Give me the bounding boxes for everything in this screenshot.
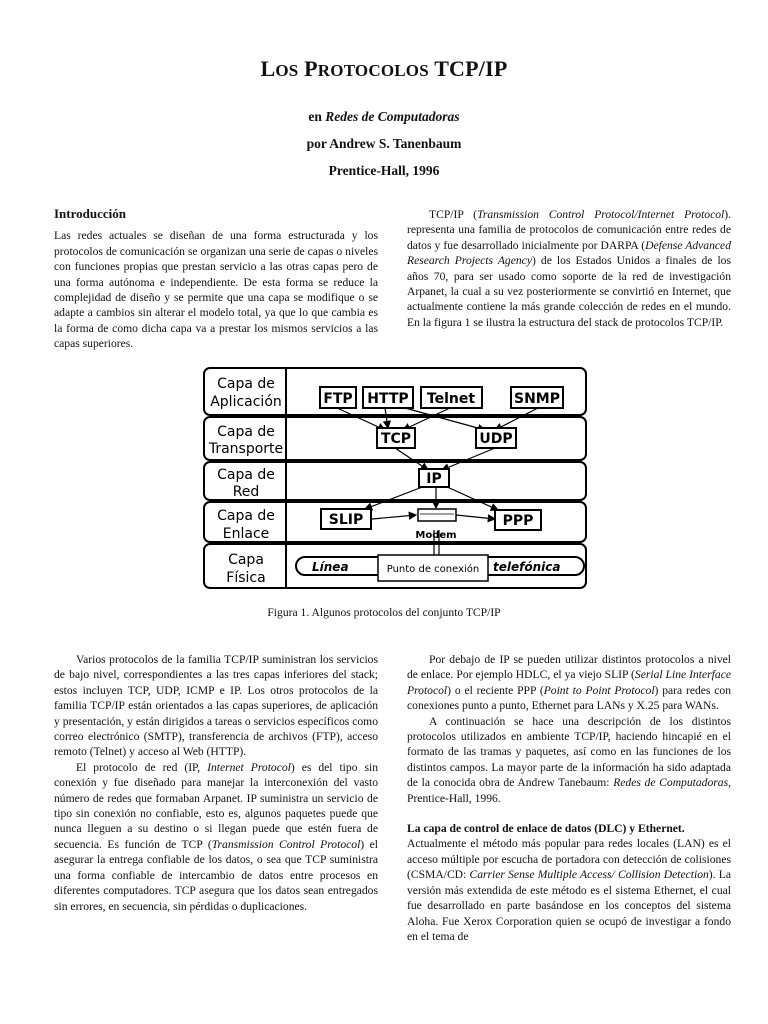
- paragraph: Actualmente el método más popular para redes locales (LAN) es el acceso múltiple por escucha de portadora con detección de colisiones (CSMA/CD: Carrier Sense Multiple Access/ Collision Detection). La versión más extendida de este método es el sistema Ethernet, el cual fue desarrollado en parte basándose en los conceptos del sistema Aloha. Fue Xerox Corporation quien se ocupó de investigar a fondo en el tema de: [407, 837, 731, 943]
- protocol-ip: IP: [426, 471, 442, 487]
- section-heading-dlc: La capa de control de enlace de datos (DLC) y Ethernet.: [407, 822, 685, 836]
- subtitle-publisher: Prentice-Hall, 1996: [328, 163, 440, 178]
- left-column-body: [54, 652, 378, 914]
- paragraph: El protocolo de red (IP, Internet Protocol) es del tipo sin conexión y fue diseñado para manejar la interconexión del vasto número de redes que formaban Arpanet. IP suministra un servicio de tipo sin conexión no confiable, esto es, algunos paquetes puede que nunca lleguen a su destino o si llegan puede que estén fuera de secuencia. Es función de TCP (Transmission Control Protocol) el asegurar la entrega confiable de los datos, o sea que TCP suministra una forma confiable de intercambio de datos entre procesos en diferentes computadores. TCP asegura que los datos sean entregados sin errores, en secuencia, sin pérdidas o duplicaciones.: [54, 760, 378, 913]
- tcpip-paragraph: TCP/IP (Transmission Control Protocol/Internet Protocol). representa una familia de protocolos de comunicación entre redes de datos y fue desarrollado inicialmente por DARPA (Defense Advanced Research Projects Agency) de los Estados Unidos a finales de los años 70, para ser usado como soporte de la red de investigación Arpanet, la cual a su vez posteriormente se convirtió en Internet, que actualmente contiene la más grande colección de redes en el mundo. En la figura 1 se ilustra la estructura del stack de protocolos TCP/IP.: [407, 208, 732, 329]
- protocol-slip: SLIP: [328, 512, 364, 528]
- subtitle-book: en Redes de Computadoras: [308, 109, 460, 124]
- paragraph: Varios protocolos de la familia TCP/IP suministran los servicios de bajo nivel, correspondientes a las tres capas inferiores del stack; estos incluyen TCP, UDP, ICMP e IP. Los otros protocolos de la familia TCP/IP están orientados a las capas superiores, de aplicación y presentación, y están dirigidos a tareas o servicios específicos como correo electrónico (SMTP), transferencia de archivos (FTP), acceso remoto (Telnet) y acceso al Web (HTTP).: [54, 653, 378, 759]
- connection-point-label: Punto de conexión: [386, 564, 480, 575]
- layer-label: Aplicación: [210, 394, 282, 410]
- modem-icon: [418, 509, 456, 521]
- layer-label: Capa de: [217, 508, 275, 524]
- layer-label: Capa de: [217, 376, 275, 392]
- protocol-ppp: PPP: [502, 513, 534, 529]
- intro-heading: Introducción: [54, 206, 126, 221]
- telefonica-label: telefónica: [493, 560, 561, 574]
- protocol-stack-figure: [200, 364, 590, 592]
- paragraph: A continuación se hace una descripción de los distintos protocolos utilizados en ambiente TCP/IP, haciendo hincapié en el formato de las tramas y paquetes, así como en las funciones de los distintos campos. La mayor parte de la información ha sido adaptada de la conocida obra de Andrew Tanebaum: Redes de Computadoras, Prentice-Hall, 1996.: [407, 714, 731, 805]
- paragraph: Por debajo de IP se pueden utilizar distintos protocolos a nivel de enlace. Por ejemplo HDLC, el ya viejo SLIP (Serial Line Interface Protocol) o el reciente PPP (Point to Point Protocol) para redes con conexiones punto a punto, Ethernet para LANs y X.25 para WANs.: [407, 653, 731, 713]
- protocol-http: HTTP: [367, 391, 409, 407]
- layer-label: Enlace: [222, 526, 270, 542]
- protocol-tcp: TCP: [380, 431, 412, 447]
- figure-caption: Figura 1. Algunos protocolos del conjunto TCP/IP: [267, 606, 501, 619]
- protocol-snmp: SNMP: [514, 391, 560, 407]
- layer-label: Red: [232, 484, 260, 500]
- layer-label: Capa de: [217, 467, 275, 483]
- intro-section: [54, 206, 378, 352]
- document-title: LOS PROTOCOLOS TCP/IP: [260, 56, 508, 81]
- protocol-udp: UDP: [479, 431, 513, 447]
- subtitle-author: por Andrew S. Tanenbaum: [306, 136, 462, 151]
- protocol-ftp: FTP: [323, 391, 353, 407]
- layer-label: Transporte: [208, 441, 284, 457]
- right-column-body: [407, 652, 731, 944]
- modem-label: Modem: [415, 530, 457, 541]
- layer-label: Capa de: [217, 424, 275, 440]
- layer-label: Capa: [228, 552, 264, 568]
- intro-paragraph: Las redes actuales se diseñan de una forma estructurada y los protocolos de comunicación se organizan una serie de capas o niveles con funciones propias que prestan servicio a las otras capas pero de una forma autónoma e independiente. De esta forma se reduce la complejidad de diseño y se permite que una capa se modifique o se adapte a cambios sin alterar el modelo total, ya que lo que cambia es la forma de como dicha capa va a prestar los mismos servicios a las capas superiores.: [54, 229, 378, 351]
- protocol-telnet: Telnet: [426, 391, 476, 407]
- linea-label: Línea: [312, 560, 349, 574]
- layer-label: Física: [226, 570, 266, 586]
